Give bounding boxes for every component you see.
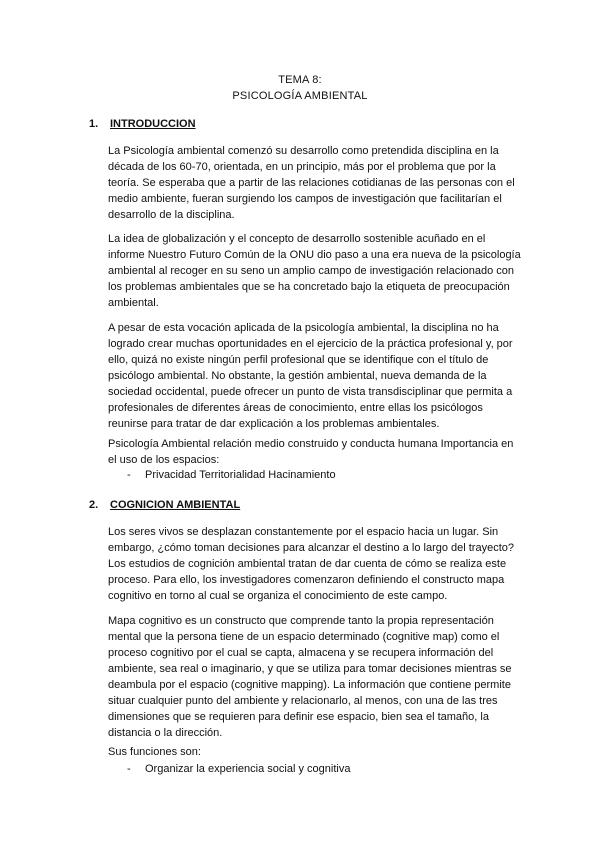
text-line: Mapa cognitivo es un constructo que comprende tanto la propia representación [108, 615, 494, 627]
text-line: medio ambiente, fueran surgiendo los campos de investigación que facilitarían el [108, 193, 502, 205]
text-line: situar cualquier punto del ambiente y relacionarlo, al menos, con una de las tres [108, 695, 498, 707]
text-line: informe Nuestro Futuro Común de la ONU dio paso a una era nueva de la psicología [108, 249, 521, 261]
paragraph [108, 320, 526, 432]
paragraph [108, 744, 526, 760]
section-title: COGNICION AMBIENTAL [110, 499, 241, 511]
text-line: reunirse para tratar de dar explicación a los problemas ambientales. [108, 418, 440, 430]
list-item-text: Organizar la experiencia social y cognitiva [145, 763, 351, 775]
text-line: deambula por el espacio (cognitive mapping). La información que contiene permite [108, 679, 511, 691]
section-title: INTRODUCCION [110, 118, 196, 130]
paragraph [108, 524, 526, 604]
text-line: ambiente, sea real o imaginario, y que se utiliza para tomar decisiones mientras se [108, 663, 512, 675]
text-line: sociedad occidental, puede ofrecer un punto de vista transdisciplinar que permita a [108, 386, 513, 398]
text-line: psicólogo ambiental. No obstante, la gestión ambiental, nueva demanda de la [108, 370, 487, 382]
list-item-text: Privacidad Territorialidad Hacinamiento [145, 469, 336, 481]
paragraph [108, 143, 526, 223]
paragraph [108, 436, 526, 468]
section-number: 1. [89, 118, 99, 130]
text-line: A pesar de esta vocación aplicada de la psicología ambiental, la disciplina no ha [108, 322, 499, 334]
text-line: Psicología Ambiental relación medio construido y conducta humana Importancia en [108, 438, 514, 450]
text-line: el uso de los espacios: [108, 454, 220, 466]
text-line: proceso cognitivo por el cual se capta, almacena y se recupera información del [108, 647, 494, 659]
section-number: 2. [89, 499, 99, 511]
text-line: década de los 60-70, orientada, en un principio, más por el problema que por la [108, 161, 496, 173]
text-line: ambiental al recoger en su seno un amplio campo de investigación relacionado con [108, 265, 515, 277]
text-line: mental que la persona tiene de un espacio determinado (cognitive map) como el [108, 631, 500, 643]
text-line: Los seres vivos se desplazan constantemente por el espacio hacia un lugar. Sin [108, 526, 499, 538]
text-line: desarrollo de la disciplina. [108, 209, 235, 221]
text-line: La idea de globalización y el concepto de desarrollo sostenible acuñado en el [108, 233, 486, 245]
list-item [127, 762, 350, 776]
text-line: cognitivo en torno al cual se organiza el conocimiento de este campo. [108, 590, 448, 602]
text-line: distancia o la dirección. [108, 727, 223, 739]
text-line: ambiental. [108, 297, 159, 309]
text-line: dimensiones que se requieren para definir ese espacio, bien sea el tamaño, la [108, 711, 489, 723]
list-item [127, 468, 336, 482]
text-line: Los estudios de cognición ambiental tratan de dar cuenta de cómo se realiza este [108, 558, 507, 570]
bullet-dash: - [127, 763, 131, 775]
paragraph [108, 231, 526, 311]
topic-number: TEMA 8: [278, 74, 322, 86]
bullet-dash: - [127, 469, 131, 481]
section-heading-introduccion [89, 117, 196, 131]
text-line: los problemas ambientales que se ha concretado bajo la etiqueta de preocupación [108, 281, 510, 293]
section-heading-cognicion [89, 498, 240, 512]
paragraph [108, 613, 526, 741]
text-line: proceso. Para ello, los investigadores comenzaron definiendo el constructo mapa [108, 574, 505, 586]
text-line: embargo, ¿cómo toman decisiones para alcanzar el destino a lo largo del trayecto? [108, 542, 515, 554]
page-title: PSICOLOGÍA AMBIENTAL [232, 90, 368, 102]
text-line: logrado crear muchas oportunidades en el ejercicio de la práctica profesional y, por [108, 338, 513, 350]
text-line: ello, quizá no existe ningún perfil profesional que se identifique con el título de [108, 354, 489, 366]
text-line: profesionales de diferentes áreas de conocimiento, entre ellas los psicólogos [108, 402, 483, 414]
text-line: La Psicología ambiental comenzó su desarrollo como pretendida disciplina en la [108, 145, 499, 157]
text-line: Sus funciones son: [108, 746, 201, 758]
text-line: teoría. Se esperaba que a partir de las relaciones cotidianas de las personas con el [108, 177, 515, 189]
